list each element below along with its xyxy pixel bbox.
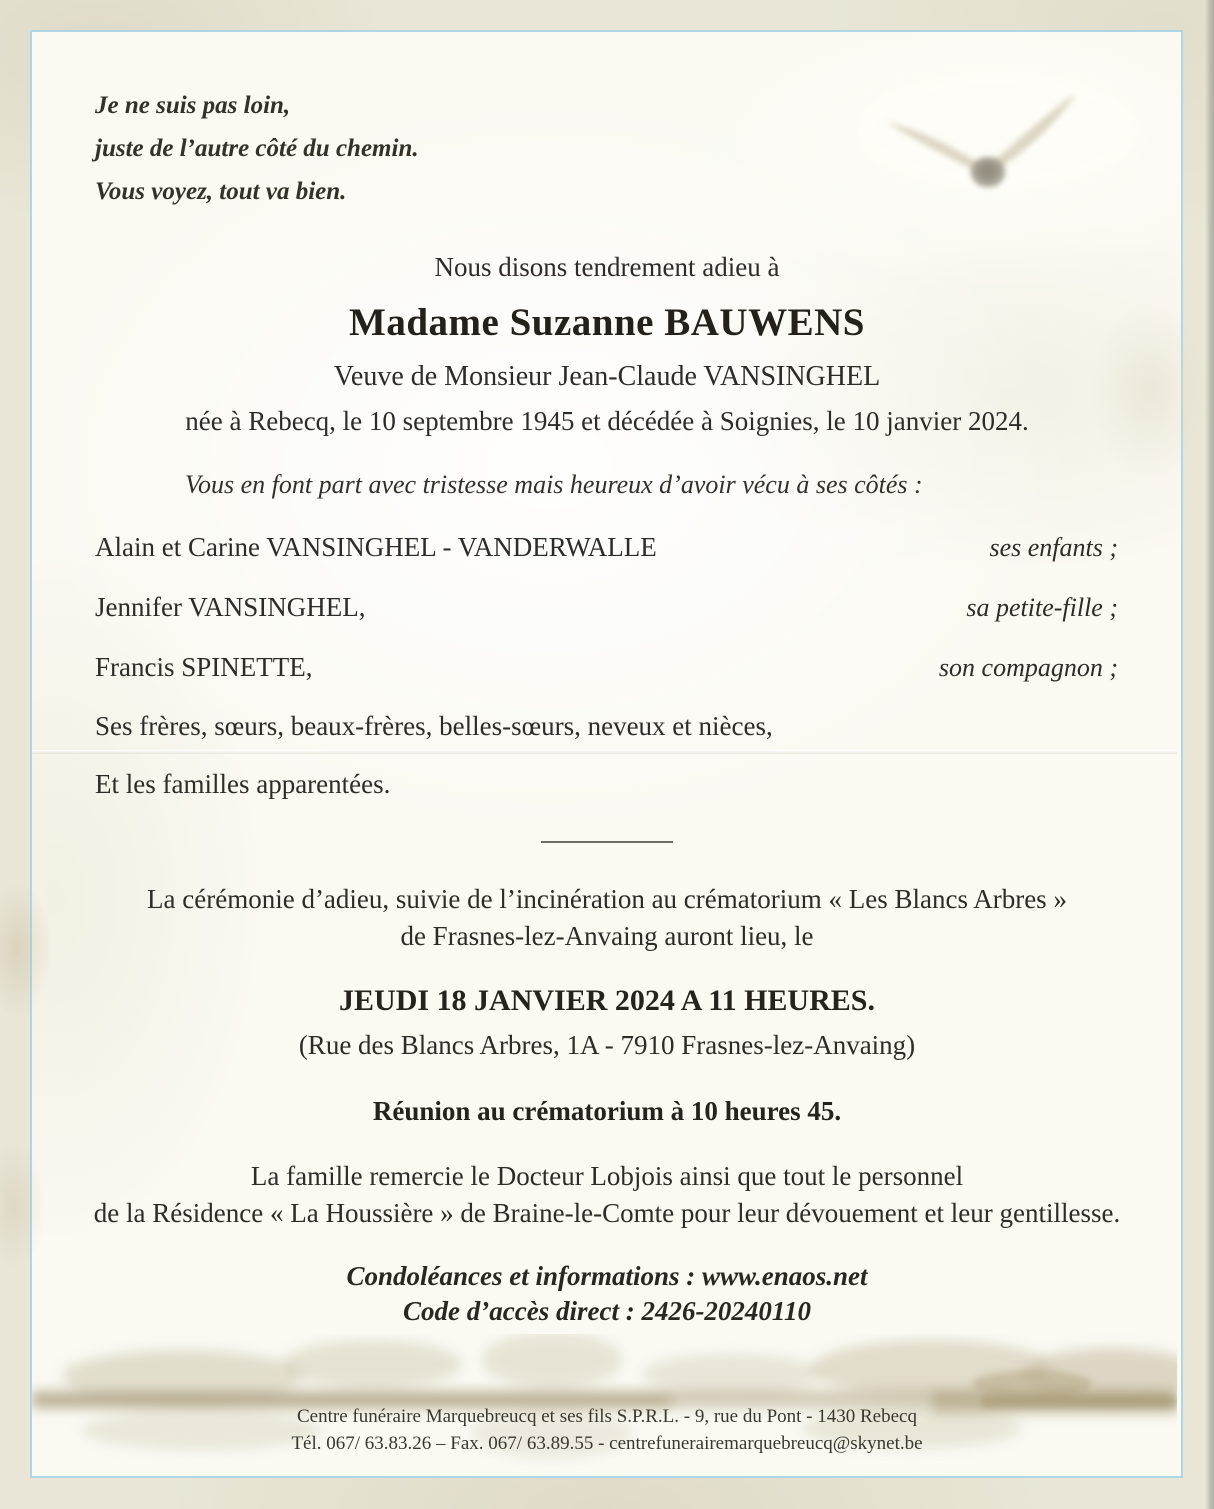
- family-member-name: Jennifer VANSINGHEL,: [95, 592, 366, 622]
- family-relation: ses enfants ;: [989, 533, 1118, 562]
- family-member-name: Ses frères, sœurs, beaux-frères, belles-sœurs, neveux et nièces,: [95, 711, 773, 741]
- funeral-home-info: Centre funéraire Marquebreucq et ses fils S.P.R.L. - 9, rue du Pont - 1430 Rebecq: [297, 1406, 917, 1427]
- widow-of-line: Veuve de Monsieur Jean-Claude VANSINGHEL: [333, 361, 881, 392]
- epitaph-poem: [95, 84, 419, 213]
- ceremony-line-1: La cérémonie d’adieu, suivie de l’incinération au crématorium « Les Blancs Arbres »: [147, 884, 1067, 914]
- family-member-name: Francis SPINETTE,: [95, 652, 313, 682]
- scan-edge-shadow: [1205, 0, 1214, 1509]
- dove-image: [858, 68, 1180, 260]
- family-row: [95, 532, 1118, 563]
- epitaph-line: juste de l’autre côté du chemin.: [95, 135, 419, 162]
- condolences-line: Condoléances et informations : www.enaos.net: [346, 1261, 868, 1291]
- family-row: [95, 769, 1118, 800]
- section-divider: [541, 841, 673, 843]
- family-row: [95, 592, 1118, 623]
- ceremony-address: (Rue des Blancs Arbres, 1A - 7910 Frasnes-lez-Anvaing): [298, 1030, 916, 1060]
- farewell-intro: Nous disons tendrement adieu à: [434, 252, 780, 282]
- epitaph-line: Je ne suis pas loin,: [95, 92, 291, 119]
- family-relation: son compagnon ;: [938, 653, 1118, 682]
- ceremony-line-2: de Frasnes-lez-Anvaing auront lieu, le: [400, 921, 814, 951]
- announcement-line: Vous en font part avec tristesse mais heureux d’avoir vécu à ses côtés :: [185, 470, 923, 499]
- family-row: [95, 652, 1118, 683]
- family-member-name: Et les familles apparentées.: [95, 769, 391, 799]
- ceremony-datetime: JEUDI 18 JANVIER 2024 A 11 HEURES.: [339, 984, 875, 1017]
- thanks-line-1: La famille remercie le Docteur Lobjois ainsi que tout le personnel: [250, 1161, 964, 1191]
- family-relation: sa petite-fille ;: [966, 593, 1118, 622]
- thanks-line-2: de la Résidence « La Houssière » de Braine-le-Comte pour leur dévouement et leur gentillesse.: [93, 1198, 1121, 1228]
- family-member-name: Alain et Carine VANSINGHEL - VANDERWALLE: [95, 532, 657, 562]
- funeral-home-contact: Tél. 067/ 63.83.26 – Fax. 067/ 63.89.55 - centrefunerairemarquebreucq@skynet.be: [291, 1433, 923, 1454]
- birth-death-line: née à Rebecq, le 10 septembre 1945 et décédée à Soignies, le 10 janvier 2024.: [185, 406, 1029, 436]
- access-code-line: Code d’accès direct : 2426-20240110: [403, 1296, 811, 1326]
- family-row: [95, 711, 1118, 742]
- fold-crease: [32, 750, 1177, 754]
- meeting-line: Réunion au crématorium à 10 heures 45.: [372, 1096, 842, 1126]
- deceased-name: Madame Suzanne BAUWENS: [349, 301, 865, 344]
- epitaph-line: Vous voyez, tout va bien.: [95, 178, 347, 205]
